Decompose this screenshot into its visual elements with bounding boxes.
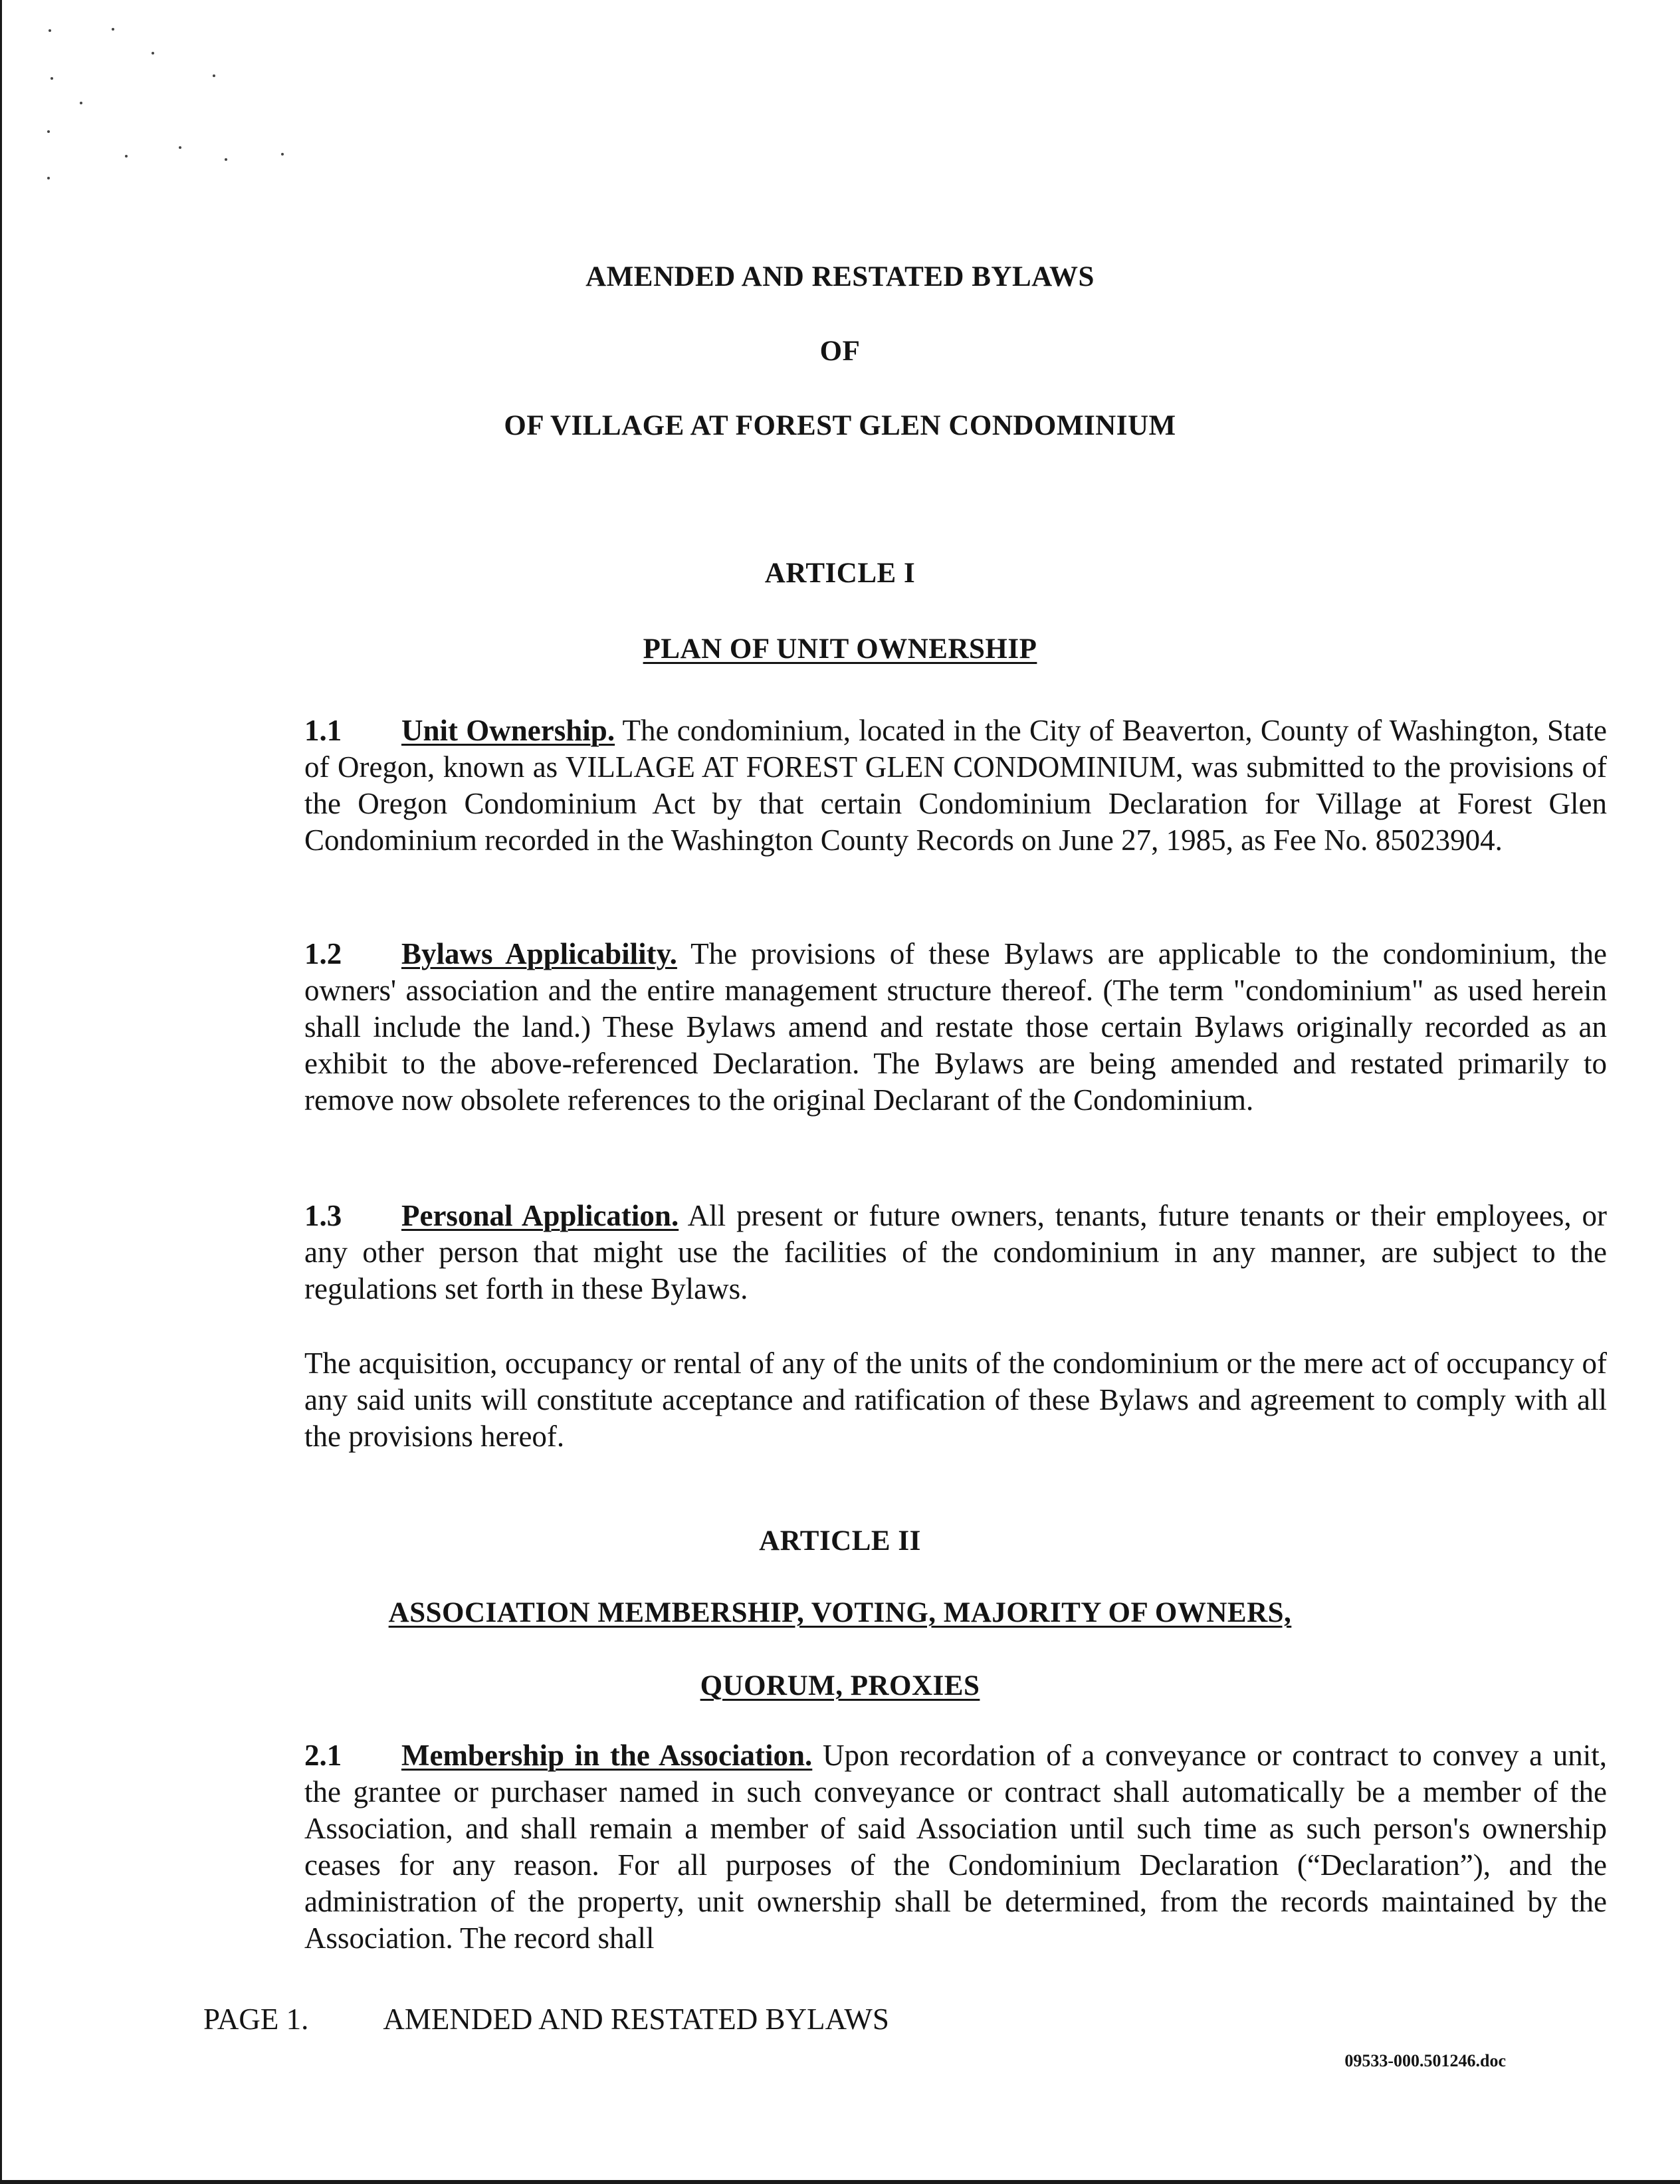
section-number: 2.1 xyxy=(304,1739,342,1772)
page-number: PAGE 1. xyxy=(203,2003,309,2036)
document-id: 09533-000.501246.doc xyxy=(1344,2051,1506,2070)
section-2-1 xyxy=(203,1737,1607,1957)
article-2-title-line1: ASSOCIATION MEMBERSHIP, VOTING, MAJORITY OF OWNERS, xyxy=(388,1597,1292,1628)
section-title: Bylaws Applicability. xyxy=(401,937,677,970)
section-title: Membership in the Association. xyxy=(401,1739,813,1772)
page-footer xyxy=(203,2002,889,2036)
section-number: 1.2 xyxy=(304,937,342,970)
document-title-line3: OF VILLAGE AT FOREST GLEN CONDOMINIUM xyxy=(504,410,1176,441)
section-body: The condominium, located in the City of Beaverton, County of Washington, State of Oregon, known as VILLAGE AT FOREST GLEN CONDOMINIUM, was submitted to the provisions of the Oregon Condominium Act by that certain Condominium Declaration for Village at Forest Glen Condominium recorded in the Washington County Records on June 27, 1985, as Fee No. 85023904. xyxy=(304,714,1607,857)
page-edge-bottom xyxy=(0,2180,1680,2184)
section-title: Unit Ownership. xyxy=(401,714,615,747)
section-1-2 xyxy=(203,936,1607,1119)
section-body: Upon recordation of a conveyance or contract to convey a unit, the grantee or purchaser named in such conveyance or contract shall automatically be a member of the Association, and shall remain a member of said Association until such time as such person's ownership ceases for any reason. For all purposes of the Condominium Declaration (“Declaration”), and the administration of the property, unit ownership shall be determined, from the records maintained by the Association. The record shall xyxy=(304,1739,1608,1955)
section-1-3 xyxy=(203,1198,1607,1307)
acceptance-paragraph: The acquisition, occupancy or rental of any of the units of the condominium or the mere act of occupancy of any said units will constitute acceptance and ratification of these Bylaws and agreement to comply with all the provisions hereof. xyxy=(304,1347,1607,1453)
section-body: The provisions of these Bylaws are applicable to the condominium, the owners' association and the entire management structure thereof. (The term "condominium" as used herein shall include the land.) These Bylaws amend and restate those certain Bylaws originally recorded as an exhibit to the above-referenced Declaration. The Bylaws are being amended and restated primarily to remove now obsolete references to the original Declarant of the Condominium. xyxy=(304,937,1607,1117)
section-number: 1.1 xyxy=(304,714,342,747)
article-2-label: ARTICLE II xyxy=(759,1525,921,1557)
footer-title: AMENDED AND RESTATED BYLAWS xyxy=(383,2003,889,2036)
article-1-label: ARTICLE I xyxy=(764,558,916,589)
document-title-line2: OF xyxy=(819,336,861,367)
scan-specks xyxy=(0,0,332,199)
section-number: 1.3 xyxy=(304,1199,342,1232)
document-title-line1: AMENDED AND RESTATED BYLAWS xyxy=(585,261,1095,292)
section-1-1 xyxy=(203,712,1607,859)
page-edge-left xyxy=(0,0,2,2184)
article-1-title: PLAN OF UNIT OWNERSHIP xyxy=(643,633,1037,665)
section-body: All present or future owners, tenants, future tenants or their employees, or any other person that might use the facilities of the condominium in any manner, are subject to the regulations set forth in these Bylaws. xyxy=(304,1199,1607,1305)
section-title: Personal Application. xyxy=(401,1199,679,1232)
article-2-title-line2: QUORUM, PROXIES xyxy=(700,1670,980,1701)
